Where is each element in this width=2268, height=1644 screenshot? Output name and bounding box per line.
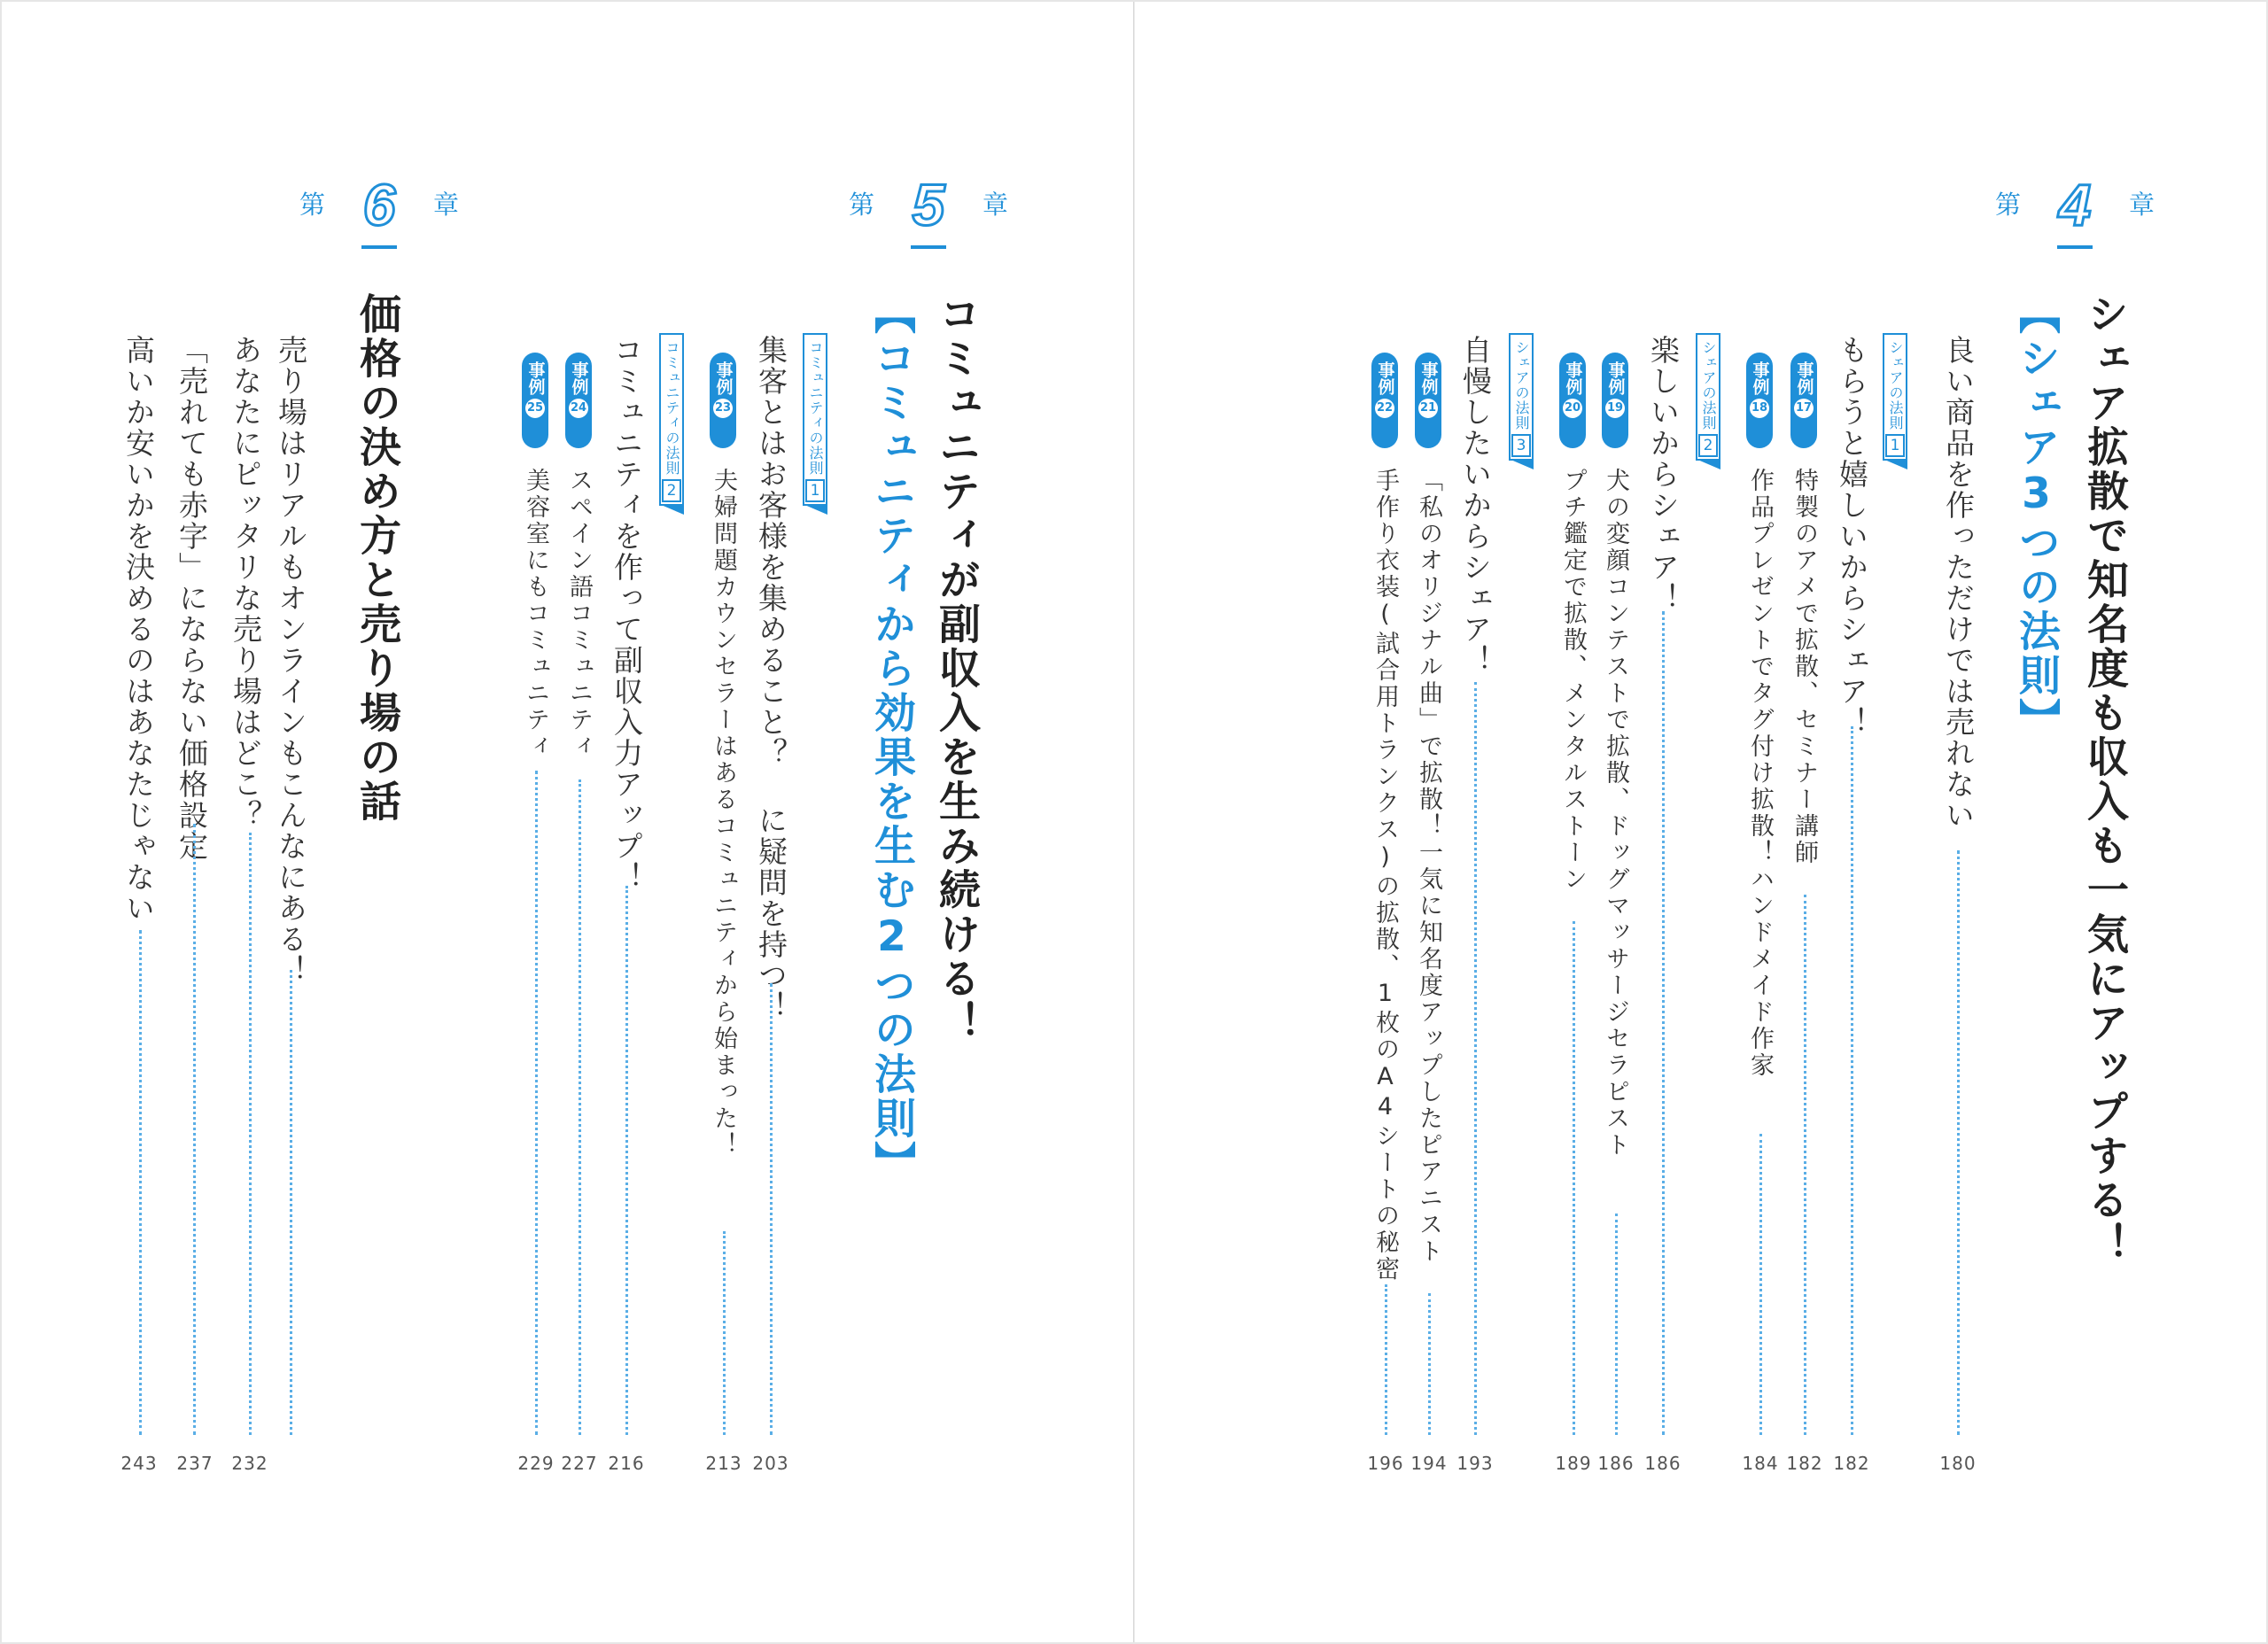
page-number: 182 — [1833, 1453, 1870, 1474]
case-badge-label: 事例 — [1418, 361, 1439, 395]
chapter-label-sho: 章 — [982, 190, 1008, 220]
law-tag-community-1 — [803, 333, 827, 506]
toc-entry-law: 集客とはお客様を集めること？ に疑問を持つ！ — [754, 335, 788, 1022]
law-tag-tail — [803, 504, 827, 515]
page-number: 216 — [608, 1453, 645, 1474]
case-badge — [565, 353, 592, 448]
page-number: 203 — [752, 1453, 789, 1474]
page-number: 186 — [1597, 1453, 1635, 1474]
case-badge-number: 25 — [525, 399, 545, 418]
page-number: 196 — [1367, 1453, 1404, 1474]
toc-entry: 売り場はリアルもオンラインもこんなにある！ — [274, 335, 308, 986]
case-badge — [710, 353, 736, 448]
chapter-number: 5 — [912, 172, 945, 237]
page-number: 213 — [705, 1453, 742, 1474]
law-tag-tail — [1883, 459, 1907, 469]
leader-dots — [723, 1231, 726, 1435]
page-number: 243 — [120, 1453, 158, 1474]
toc-entry-law: 自慢したいからシェア！ — [1458, 335, 1493, 676]
case-badge-number: 21 — [1418, 399, 1438, 418]
case-badge-number: 23 — [713, 399, 733, 418]
leader-dots — [1957, 850, 1960, 1435]
page-number: 229 — [517, 1453, 555, 1474]
law-tag-tail — [1696, 459, 1720, 469]
page-number: 186 — [1644, 1453, 1682, 1474]
chapter-label-dai: 第 — [1995, 190, 2022, 220]
page-number: 180 — [1939, 1453, 1977, 1474]
toc-entry-case: 「私のオリジナル曲」で拡散！一気に知名度アップしたピアニスト — [1415, 468, 1442, 1265]
case-badge — [1559, 353, 1586, 448]
leader-dots — [1573, 921, 1575, 1435]
case-badge — [1415, 353, 1441, 448]
chapter-6-header — [299, 173, 459, 261]
case-badge — [1371, 353, 1398, 448]
law-tag-tail — [1509, 459, 1534, 469]
toc-entry-law: コミュニティを作って副収入力アップ！ — [610, 335, 644, 893]
law-tag-text: シェアの法則 — [1887, 340, 1904, 430]
chapter-5-header — [849, 173, 1008, 261]
law-tag-number: 1 — [805, 479, 825, 502]
leader-dots — [1428, 1293, 1431, 1435]
case-badge-label: 事例 — [569, 361, 589, 395]
chapter-label-dai: 第 — [849, 190, 875, 220]
chapter-number: 4 — [2058, 172, 2092, 237]
law-tag-text: シェアの法則 — [1513, 340, 1530, 430]
case-badge-number: 24 — [569, 399, 588, 418]
law-tag-share-1 — [1883, 333, 1907, 461]
leader-dots — [1759, 1134, 1762, 1435]
law-tag-community-2 — [659, 333, 684, 506]
toc-entry-case: 手作り衣装(試合用トランクス)の拡散、1枚のA4シートの秘密 — [1371, 468, 1399, 1283]
leader-dots — [1385, 1284, 1387, 1435]
page-number: 193 — [1456, 1453, 1494, 1474]
leader-dots — [535, 771, 538, 1435]
toc-entry-law: 楽しいからシェア！ — [1646, 335, 1681, 614]
toc-entry: 「売れても赤字」にならない価格設定 — [175, 335, 209, 862]
leader-dots — [249, 833, 252, 1435]
case-badge — [1746, 353, 1773, 448]
leader-dots — [193, 824, 196, 1435]
case-badge-label: 事例 — [1375, 361, 1395, 395]
chapter-label-sho: 章 — [2128, 190, 2155, 220]
leader-dots — [770, 983, 773, 1435]
toc-entry-case: 特製のアメで拡散、セミナー講師 — [1790, 468, 1818, 866]
chapter-4-subtitle: 【シェア3つの法則】 — [2012, 292, 2061, 742]
case-badge — [1790, 353, 1817, 448]
case-badge-label: 事例 — [525, 361, 546, 395]
page-number: 184 — [1742, 1453, 1779, 1474]
toc-entry-case: 夫婦問題カウンセラーはあるコミュニティから始まった！ — [710, 468, 737, 1159]
law-tag-share-3 — [1509, 333, 1534, 461]
case-badge-label: 事例 — [1794, 361, 1814, 395]
toc-entry-intro: 良い商品を作っただけでは売れない — [1941, 335, 1976, 831]
law-tag-share-2 — [1696, 333, 1720, 461]
case-badge — [1602, 353, 1628, 448]
chapter-label-dai: 第 — [299, 190, 326, 220]
case-badge-label: 事例 — [1605, 361, 1626, 395]
leader-dots — [579, 779, 581, 1435]
leader-dots — [290, 970, 292, 1435]
chapter-6-title: 価格の決め方と売り場の話 — [353, 292, 401, 824]
law-tag-number: 2 — [662, 479, 681, 502]
case-badge-number: 19 — [1605, 399, 1625, 418]
law-tag-number: 2 — [1698, 434, 1718, 457]
chapter-5-subtitle: 【コミュニティから効果を生む2つの法則】 — [867, 292, 916, 1185]
case-badge-label: 事例 — [713, 361, 734, 395]
leader-dots — [1851, 726, 1853, 1435]
case-badge-number: 20 — [1563, 399, 1582, 418]
toc-entry-case: プチ鑑定で拡散、メンタルストーン — [1559, 468, 1587, 893]
page-number: 194 — [1410, 1453, 1448, 1474]
toc-entry: あなたにピッタリな売り場はどこ？ — [229, 335, 263, 831]
chapter-5-title: コミュニティが副収入を生み続ける！ — [932, 292, 981, 1045]
case-badge-number: 17 — [1794, 399, 1814, 418]
law-tag-text: コミュニティの法則 — [664, 340, 680, 476]
chapter-underline — [361, 245, 397, 249]
page-gutter — [1133, 0, 1135, 1644]
law-tag-tail — [659, 504, 684, 515]
chapter-underline — [2057, 245, 2093, 249]
leader-dots — [1615, 1214, 1618, 1435]
law-tag-text: シェアの法則 — [1700, 340, 1717, 430]
leader-dots — [1662, 611, 1665, 1435]
leader-dots — [625, 886, 628, 1435]
chapter-label-sho: 章 — [432, 190, 459, 220]
law-tag-number: 3 — [1511, 434, 1531, 457]
page-number: 227 — [561, 1453, 598, 1474]
law-tag-text: コミュニティの法則 — [807, 340, 824, 476]
page-number: 189 — [1555, 1453, 1592, 1474]
leader-dots — [1804, 895, 1806, 1435]
toc-entry-case: スペイン語コミュニティ — [565, 468, 593, 760]
leader-dots — [1474, 682, 1477, 1435]
page-number: 237 — [176, 1453, 214, 1474]
toc-entry-law: もらうと嬉しいからシェア！ — [1835, 335, 1869, 738]
toc-entry: 高いか安いかを決めるのはあなたじゃない — [121, 335, 156, 924]
case-badge-number: 22 — [1375, 399, 1394, 418]
toc-entry-case: 犬の変顔コンテストで拡散、ドッグマッサージセラピスト — [1602, 468, 1629, 1159]
page-number: 232 — [231, 1453, 268, 1474]
case-badge-label: 事例 — [1563, 361, 1583, 395]
case-badge-number: 18 — [1750, 399, 1769, 418]
toc-entry-case: 作品プレゼントでタグ付け拡散！ハンドメイド作家 — [1746, 468, 1774, 1079]
chapter-4-header — [1995, 173, 2155, 261]
chapter-4-title: シェア拡散で知名度も収入も一気にアップする！ — [2080, 292, 2129, 1267]
chapter-underline — [911, 245, 946, 249]
law-tag-number: 1 — [1885, 434, 1905, 457]
leader-dots — [139, 930, 142, 1435]
chapter-number: 6 — [362, 172, 396, 237]
case-badge-label: 事例 — [1750, 361, 1770, 395]
page-number: 182 — [1786, 1453, 1823, 1474]
toc-entry-case: 美容室にもコミュニティ — [522, 468, 549, 760]
case-badge — [522, 353, 548, 448]
